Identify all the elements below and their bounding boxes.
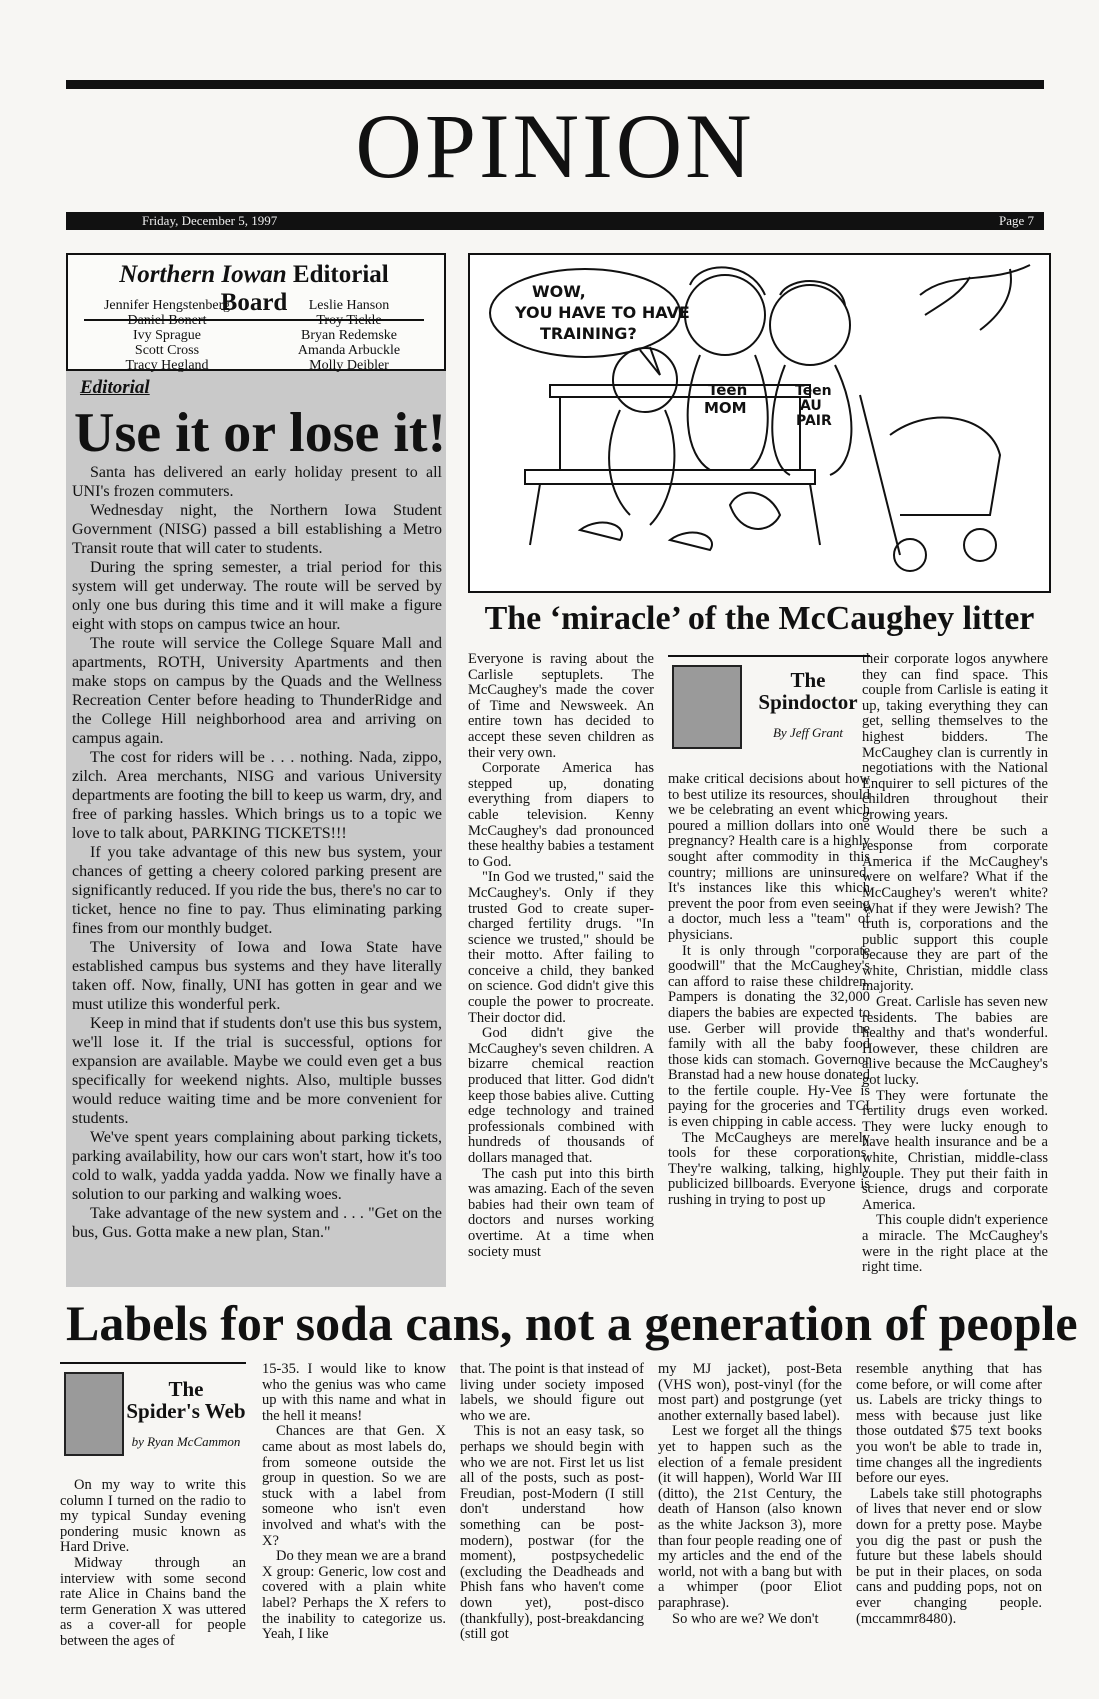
board-member-name: Daniel Bonert xyxy=(127,313,207,328)
shirt-right-2: AU xyxy=(800,398,822,414)
editorial-board-box xyxy=(66,253,446,371)
paragraph: The McCaugheys are merely tools for these corporations. They're walking, talking, highly publicized billboards. Everyone is rushing in trying to post up xyxy=(668,1129,870,1209)
paragraph: We've spent years complaining about parking tickets, parking availability, how our cars won't start, how it's too cold to walk, yadda yadda yadda. Now we finally have a solution to our parking and walking woes. xyxy=(72,1129,442,1203)
column-name-line-1: The xyxy=(790,668,826,692)
board-member-name: Molly Deibler xyxy=(309,358,389,373)
top-rule xyxy=(66,80,1044,89)
column-name-line-2: Spider's Web xyxy=(126,1399,246,1423)
paragraph: Great. Carlisle has seven new residents. The babies are healthy and that's wonderful. However, these children are alive because the McCaughey's got lucky. xyxy=(862,994,1048,1089)
spiders-web-byline: by Ryan McCammon xyxy=(131,1434,241,1449)
editorial-cartoon xyxy=(468,253,1051,593)
paragraph: Chances are that Gen. X came about as most labels do, from someone outside the group in question. So we are stuck with a label from someone who isn't even involved and what's with the X? xyxy=(262,1423,446,1549)
paper-name: Northern Iowan xyxy=(119,261,287,288)
editorial-headline: Use it or lose it! xyxy=(74,402,447,464)
board-names-left xyxy=(82,298,252,373)
paragraph: Everyone is raving about the Carlisle septuplets. The McCaughey's made the cover of Time and Newsweek. An entire town has decided to accept these seven children as their very own. xyxy=(468,651,654,761)
paragraph: "In God we trusted," said the McCaughey's. Only if they trusted God to create super-charged fertility drugs. "In science we trusted," should be their motto. After failing to conceive a child, they banked on science. God didn't give this couple the power to procreate. Their doctor did. xyxy=(468,869,654,1026)
spindoctor-column-2 xyxy=(668,772,870,1209)
board-member-name: Ivy Sprague xyxy=(132,328,202,343)
author-photo-jeff-grant xyxy=(672,665,742,749)
spindoctor-headline: The ‘miracle’ of the McCaughey litter xyxy=(484,600,1035,637)
paragraph: The cash put into this birth was amazing. Each of the seven babies had their own team of doctors and nurses working overtime. At a time when society must xyxy=(468,1165,654,1260)
spindoctor-column-name xyxy=(746,669,870,713)
paragraph: The University of Iowa and Iowa State have established campus bus systems and they have literally taken off. Now, finally, UNI has gotten in gear and we must utilize this wonderful perk. xyxy=(72,939,442,1013)
board-member-name: Scott Cross xyxy=(134,343,200,358)
board-title-rest: Editorial Board xyxy=(220,261,389,316)
cartoon-drawing xyxy=(470,255,1049,591)
paragraph: Santa has delivered an early holiday present to all UNI's frozen commuters. xyxy=(72,464,442,500)
speech-line-1: WOW, xyxy=(532,282,586,301)
paragraph: The route will service the College Square Mall and apartments, ROTH, University Apartments and then make stops on campus by the Quads and the Wellness Recreation Center before heading to ThunderRidge and the College Hill neighborhood area and arriving on campus again. xyxy=(72,635,442,747)
paragraph: Do they mean we are a brand X group: Generic, low cost and covered with a plain white label? Perhaps the X refers to the inability to categorize us. Yeah, I like xyxy=(262,1548,446,1643)
speech-line-3: TRAINING? xyxy=(540,324,637,343)
board-member-name: Tracy Hegland xyxy=(125,358,209,373)
issue-date: Friday, December 5, 1997 xyxy=(142,213,278,228)
column-name-line-2: Spindoctor xyxy=(758,690,858,714)
paragraph: resemble anything that has come before, or will come after us. Labels are tricky things to mess with because just like those outdated $75 text books you won't be able to trade in, time changes all the ingredients before our eyes. xyxy=(856,1361,1042,1487)
paragraph: It is only through "corporate goodwill" that the McCaughey's can afford to raise these children. Pampers is donating the 32,000 diapers the babies are expected to use. Gerber will provide the family with all the baby food those kids can stomach. Governor Branstad had a new house donated to the fertile couple. Hy-Vee is paying for the groceries and TCI is even chipping in cable access. xyxy=(668,942,870,1131)
paragraph: On my way to write this column I turned on the radio to my typical Sunday evening pondering music known as Hard Drive. xyxy=(60,1477,246,1556)
spiders-web-column-3 xyxy=(460,1362,644,1643)
paragraph: Midway through an interview with some second rate Alice in Chains band the term Generation X was uttered as a cover-all for people between the ages of xyxy=(60,1554,246,1649)
paragraph: Labels take still photographs of lives that never end or slow down for a pretty pose. Maybe you dig the past or push the future but these labels should be put in their places, on soda cans and pudding pops, not on ever changing people. (mccammr8480). xyxy=(856,1485,1042,1627)
paragraph: God didn't give the McCaughey's seven children. A bizarre chemical reaction produced that litter. God didn't keep those babies alive. Cutting edge technology and trained professionals combined with hundreds of thousands of dollars managed that. xyxy=(468,1025,654,1166)
paragraph: This is not an easy task, so perhaps we should begin with who we are not. First let us list all of the posts, such as post-Freudian, post-Modern (I still don't understand how something can be post-modern), postwar (for the moment), postpsychedelic (excluding the Deadheads and Phish fans who haven't come down yet), post-disco (thankfully), post-breakdancing (still got xyxy=(460,1423,644,1643)
board-member-name: Bryan Redemske xyxy=(300,328,398,343)
spiders-web-column-2 xyxy=(262,1362,446,1643)
shirt-left-2: MOM xyxy=(704,399,747,417)
section-title: OPINION xyxy=(355,95,755,197)
paragraph: During the spring semester, a trial period for this system will get underway. The route will be served by only one bus during this time and it will make a figure eight with stops on campus twice an hour. xyxy=(72,559,442,633)
spindoctor-column-1 xyxy=(468,652,654,1260)
date-bar xyxy=(66,212,1044,230)
spiders-web-column-name xyxy=(126,1378,246,1422)
paragraph: Keep in mind that if students don't use this bus system, we'll lose it. If the trial is successful, options for expansion are available. Maybe we could even get a bus specifically for weekend nights. Also, multiple busses would reduce waiting time and be more convenient for students. xyxy=(72,1015,442,1127)
spiders-web-column-5 xyxy=(856,1362,1042,1627)
board-member-name: Amanda Arbuckle xyxy=(297,343,401,358)
board-names-right xyxy=(264,298,434,373)
page-number: Page 7 xyxy=(998,213,1034,228)
spindoctor-byline: By Jeff Grant xyxy=(772,725,844,740)
shirt-right-3: PAIR xyxy=(796,413,832,429)
paragraph: Corporate America has stepped up, donating everything from diapers to cable television. Kenny McCaughey's dad pronounced these healthy babies a testament to God. xyxy=(468,760,655,870)
editorial-label: Editorial xyxy=(80,377,150,398)
spiders-web-headline: Labels for soda cans, not a generation of people xyxy=(66,1295,1078,1351)
paragraph: The cost for riders will be . . . nothing. Nada, zippo, zilch. Area merchants, NISG and various University departments are footing the bill to keep us warm, dry, and free of parking hassles. Which brings us to a topic we love to talk about, PARKING TICKETS!!! xyxy=(72,749,442,842)
board-member-name: Troy Tickle xyxy=(316,313,382,328)
paragraph: This couple didn't experience a miracle. The McCaughey's were in the right place at the right time. xyxy=(862,1212,1048,1276)
paragraph: If you take advantage of this new bus system, your chances of getting a cheery colored parking present are significantly reduced. If you ride the bus, there's no car to ticket, hence no fine to pay. Thus eliminating parking fines from our monthly budget. xyxy=(72,844,442,937)
shirt-left-1: Teen xyxy=(708,381,748,399)
paragraph: my MJ jacket), post-Beta (VHS won), post-vinyl (for the most part) and postgrunge (yet another externally based label). xyxy=(658,1361,842,1424)
shirt-right-1: Teen xyxy=(795,383,832,399)
column-name-line-1: The xyxy=(168,1377,204,1401)
paragraph: that. The point is that instead of living under society imposed labels, we should figure out who we are. xyxy=(460,1361,644,1424)
speech-line-2: YOU HAVE TO HAVE xyxy=(515,303,690,322)
paragraph: Take advantage of the new system and . . . "Get on the bus, Gus. Gotta make a new plan, Stan." xyxy=(72,1205,442,1241)
board-member-name: Leslie Hanson xyxy=(308,298,390,313)
spindoctor-byline-box xyxy=(668,655,870,757)
spiders-web-column-1 xyxy=(60,1478,246,1650)
paragraph: 15-35. I would like to know who the genius was who came up with this name and what in the hell it means! xyxy=(262,1361,446,1424)
paragraph: Lest we forget all the things yet to happen such as the election of a female president (it will happen), World War III (ditto), the 21st Century, the death of Hanson (also known as the white Jackson 3), more than four people reading one of my articles and the end of the world, not with a bang but with a whimper (poor Eliot paraphrase). xyxy=(658,1423,842,1611)
board-member-name: Jennifer Hengstenberg xyxy=(103,298,231,313)
paragraph: make critical decisions about how to best utilize its resources, should we be celebrating an event which poured a million dollars into one pregnancy? Health care is a highly sought after commodity in this country; millions are uninsured. It's instances like this which prevent the poor from even seeing a doctor, much less a "team" of physicians. xyxy=(668,771,870,943)
paragraph: So who are we? We don't xyxy=(672,1610,819,1627)
paragraph: their corporate logos anywhere they can find space. This couple from Carlisle is eating it up, taking everything they can get, selling themselves to the highest bidders. The McCaughey clan is currently in negotiations with the National Enquirer to sell pictures of the children throughout their growing years. xyxy=(862,651,1048,823)
editorial-body xyxy=(72,463,442,1242)
paragraph: Would there be such a response from corporate America if the McCaughey's were on welfare? What if the McCaughey's weren't white? What if they were Jewish? The truth is, corporations and the public support this couple because they are part of the white, Christian, middle class majority. xyxy=(862,822,1048,995)
spindoctor-column-3 xyxy=(862,652,1048,1276)
spiders-web-column-4 xyxy=(658,1362,842,1627)
spiders-web-byline-box xyxy=(60,1362,246,1464)
author-photo-ryan-mccammon xyxy=(64,1372,124,1456)
paragraph: They were fortunate the fertility drugs even worked. They were lucky enough to have health insurance and be a white, Christian, middle-class couple. They put their faith in science, drugs and corporate America. xyxy=(862,1087,1048,1213)
paragraph: Wednesday night, the Northern Iowa Student Government (NISG) passed a bill establishing a Metro Transit route that will cater to students. xyxy=(72,502,442,557)
